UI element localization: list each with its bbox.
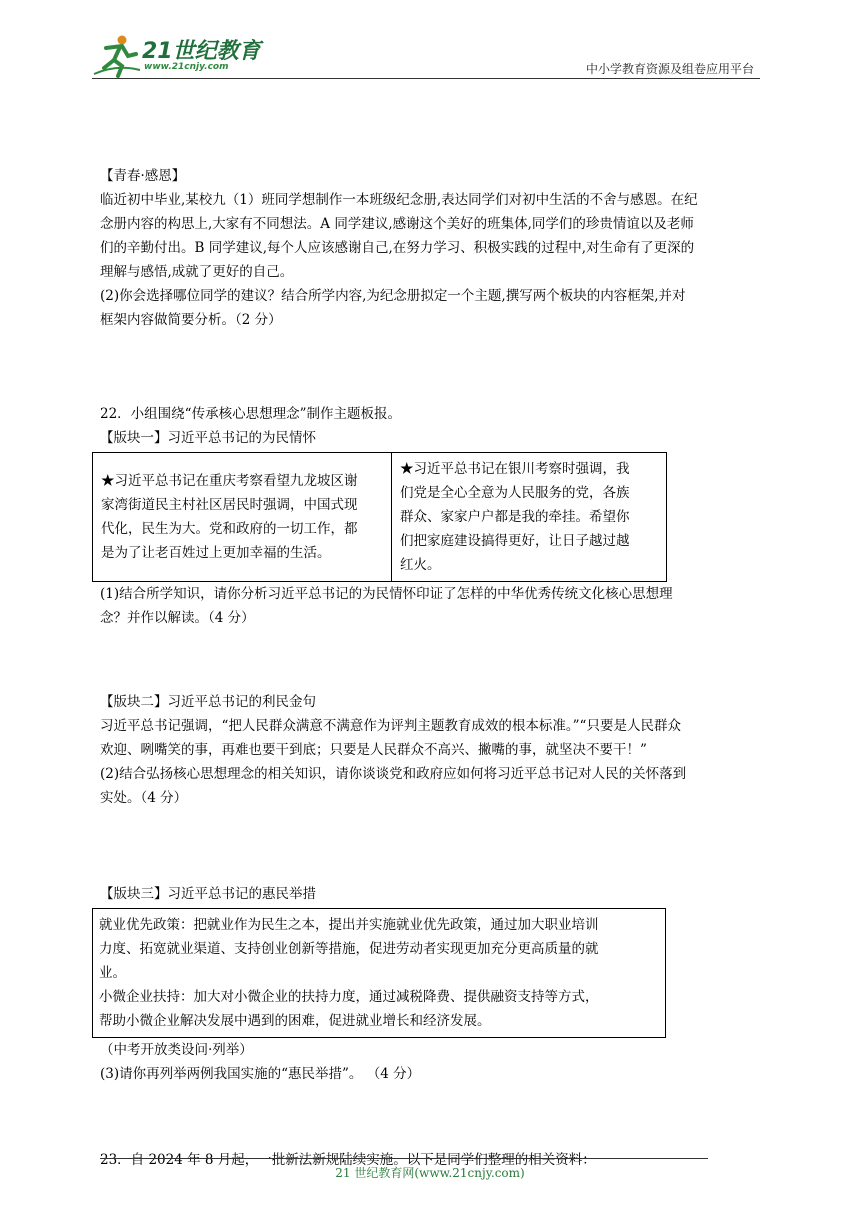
answer-space — [100, 810, 766, 882]
q22-3-tag: （中考开放类设问·列举） — [100, 1042, 253, 1058]
block3-heading: 【版块三】习近平总书记的惠民举措 — [100, 886, 316, 902]
quote-line: 红火。 — [400, 557, 441, 573]
youth-question: (2)你会选择哪位同学的建议？结合所学内容,为纪念册拟定一个主题,撰写两个板块的内容框架,并对 — [100, 288, 686, 304]
quote-line: 代化，民生为大。党和政府的一切工作，都 — [101, 521, 358, 537]
block2-line: 习近平总书记强调，“把人民群众满意不满意作为评判主题教育成效的根本标准。”“只要是人民群众 — [100, 718, 681, 734]
quote-line: 们党是全心全意为人民服务的党，各族 — [400, 485, 630, 501]
quote-cell-chongqing — [93, 453, 392, 582]
block2-heading: 【版块二】习近平总书记的利民金句 — [100, 694, 316, 710]
policy-line: 就业优先政策：把就业作为民生之本，提出并实施就业优先政策，通过加大职业培训 — [99, 917, 599, 933]
q22-3: (3)请你再列举两例我国实施的“惠民举措”。 （4 分） — [100, 1066, 421, 1082]
answer-space — [100, 1086, 766, 1148]
youth-heading: 【青春·感恩】 — [100, 168, 186, 184]
youth-line: 们的辛勤付出。B 同学建议,每个人应该感谢自己,在努力学习、积极实践的过程中,对生命有了更深的 — [100, 240, 695, 256]
logo-title: 21世纪教育 — [142, 39, 261, 64]
page-header — [0, 0, 860, 90]
policy-line: 帮助小微企业解决发展中遇到的困难，促进就业增长和经济发展。 — [99, 1013, 491, 1029]
block1-heading: 【版块一】习近平总书记的为民情怀 — [100, 430, 316, 446]
policy-box — [92, 908, 666, 1038]
logo — [92, 34, 272, 78]
q22-2: 实处。（4 分） — [100, 790, 188, 806]
document-body — [100, 164, 766, 1172]
quote-table — [92, 452, 667, 582]
quote-line: 家湾街道民主村社区居民时强调，中国式现 — [101, 497, 358, 513]
runner-logo-icon — [92, 34, 142, 78]
q22-intro: 22．小组围绕“传承核心思想理念”制作主题板报。 — [100, 406, 401, 422]
quote-line: 是为了让老百姓过上更加幸福的生活。 — [101, 545, 331, 561]
logo-url: www.21cnjy.com — [144, 62, 229, 72]
q22-1: 念？并作以解读。（4 分） — [100, 610, 255, 626]
youth-line: 临近初中毕业,某校九（1）班同学想制作一本班级纪念册,表达同学们对初中生活的不舍与感恩。在纪 — [100, 192, 698, 208]
quote-line: 群众、家家户户都是我的牵挂。希望你 — [400, 509, 630, 525]
policy-line: 力度、拓宽就业渠道、支持创业创新等措施，促进劳动者实现更加充分更高质量的就 — [99, 941, 599, 957]
youth-question: 框架内容做简要分析。（2 分） — [100, 312, 282, 328]
youth-line: 理解与感悟,成就了更好的自己。 — [100, 264, 294, 280]
footer-divider — [100, 1158, 708, 1159]
quote-line: ★习近平总书记在重庆考察看望九龙坡区谢 — [101, 473, 358, 489]
policy-line: 业。 — [99, 965, 126, 981]
quote-line: 们把家庭建设搞得更好，让日子越过越 — [400, 533, 630, 549]
youth-line: 念册内容的构思上,大家有不同想法。A 同学建议,感谢这个美好的班集体,同学们的珍贵情谊以及老师 — [100, 216, 694, 232]
quote-line: ★习近平总书记在银川考察时强调，我 — [400, 461, 630, 477]
answer-space — [100, 630, 766, 690]
q22-2: (2)结合弘扬核心思想理念的相关知识，请你谈谈党和政府应如何将习近平总书记对人民的关怀落到 — [100, 766, 687, 782]
header-divider — [92, 78, 760, 79]
policy-line: 小微企业扶持：加大对小微企业的扶持力度，通过减税降费、提供融资支持等方式， — [99, 989, 599, 1005]
block2-line: 欢迎、咧嘴笑的事，再难也要干到底；只要是人民群众不高兴、撇嘴的事，就坚决不要干！” — [100, 742, 647, 758]
platform-name: 中小学教育资源及组卷应用平台 — [585, 62, 754, 76]
q22-1: (1)结合所学知识，请你分析习近平总书记的为民情怀印证了怎样的中华优秀传统文化核心思想理 — [100, 586, 673, 602]
quote-cell-yinchuan — [392, 453, 667, 582]
answer-space — [100, 332, 766, 402]
footer-source: 21 世纪教育网(www.21cnjy.com) — [335, 1166, 525, 1180]
q23-intro: 23．自 2024 年 8 月起，一批新法新规陆续实施。以下是同学们整理的相关资料： — [100, 1152, 596, 1168]
